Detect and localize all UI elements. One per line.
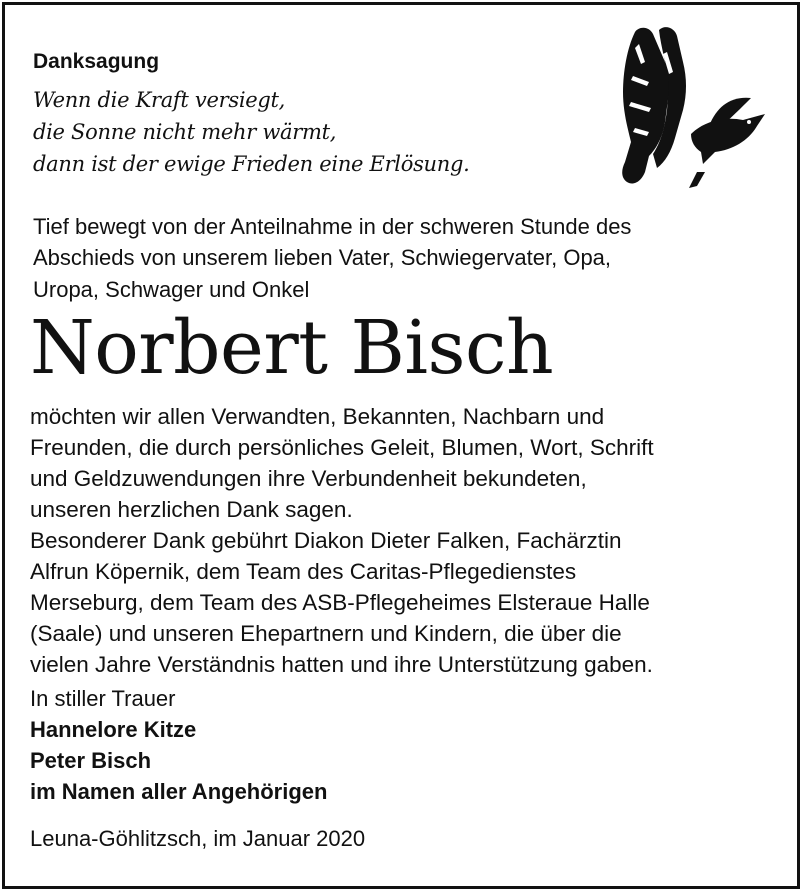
body-line-5: Besonderer Dank gebührt Diakon Dieter Falken, Fachärztin [30,528,622,553]
intro-line-3: Uropa, Schwager und Onkel [33,277,310,302]
place-date: Leuna-Göhlitzsch, im Januar 2020 [30,826,366,851]
body-line-4: unseren herzlichen Dank sagen. [30,497,353,522]
body-line-9: vielen Jahre Verständnis hatten und ihre Unterstützung gaben. [30,652,653,677]
mourner-name-3: im Namen aller Angehörigen [30,779,328,804]
body-line-6: Alfrun Köpernik, dem Team des Caritas-Pflegedienstes [30,559,577,584]
body-line-2: Freunden, die durch persönliches Geleit, Blumen, Wort, Schrift [30,435,654,460]
body-line-8: (Saale) und unseren Ehepartnern und Kindern, die über die [30,621,622,646]
poem-line-1: Wenn die Kraft versiegt, [33,88,286,112]
body-line-1: möchten wir allen Verwandten, Bekannten, Nachbarn und [30,404,605,429]
mourning-intro: In stiller Trauer [30,686,176,711]
intro-line-1: Tief bewegt von der Anteilnahme in der schweren Stunde des [33,214,632,239]
mourner-name-2: Peter Bisch [30,748,152,773]
body-line-7: Merseburg, dem Team des ASB-Pflegeheimes Elsteraue Halle [30,590,650,615]
praying-hands-with-dove-icon [605,22,775,194]
heading: Danksagung [33,50,160,73]
poem-line-3: dann ist der ewige Frieden eine Erlösung. [33,152,470,176]
mourner-name-1: Hannelore Kitze [30,717,197,742]
deceased-name: Norbert Bisch [30,305,554,391]
intro-line-2: Abschieds von unserem lieben Vater, Schwiegervater, Opa, [33,245,612,270]
poem-line-2: die Sonne nicht mehr wärmt, [33,120,337,144]
body-line-3: und Geldzuwendungen ihre Verbundenheit bekundeten, [30,466,587,491]
